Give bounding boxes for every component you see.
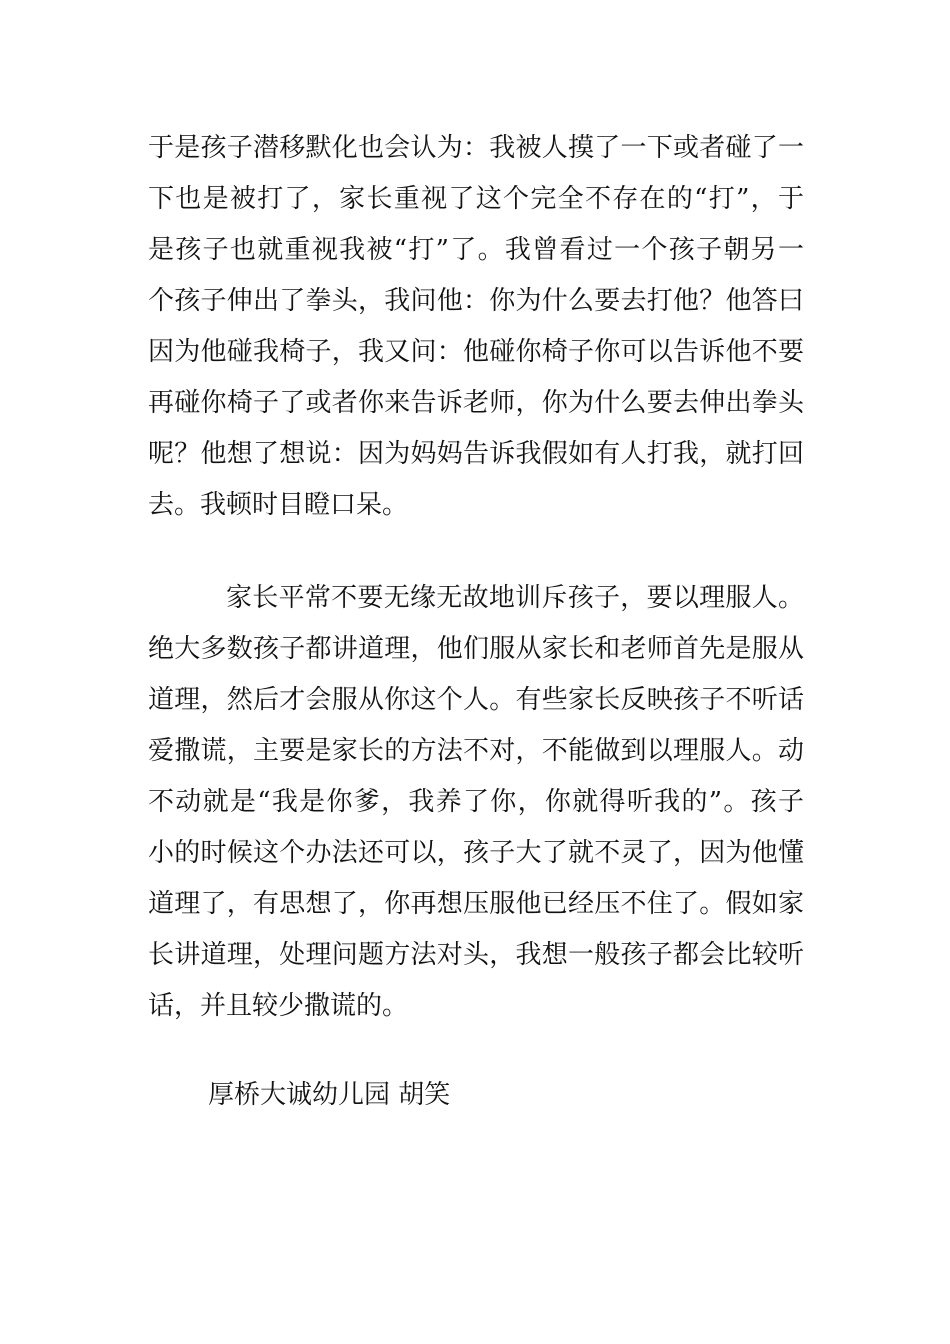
paragraph-line: 于是孩子潜移默化也会认为：我被人摸了一下或者碰了一 <box>148 133 804 163</box>
paragraph-1 <box>148 123 804 531</box>
paragraph-line: 爱撒谎，主要是家长的方法不对，不能做到以理服人。动 <box>148 736 804 766</box>
paragraph-line: 再碰你椅子了或者你来告诉老师，你为什么要去伸出拳头 <box>148 388 804 418</box>
paragraph-line: 是孩子也就重视我被“打”了。我曾看过一个孩子朝另一 <box>148 235 804 265</box>
paragraph-line: 呢？他想了想说：因为妈妈告诉我假如有人打我，就打回 <box>148 439 804 469</box>
paragraph-line: 不动就是“我是你爹，我养了你，你就得听我的”。孩子 <box>148 787 804 817</box>
paragraph-line: 家长平常不要无缘无故地训斥孩子，要以理服人。 <box>226 583 804 613</box>
author-signature: 厚桥大诚幼儿园 胡笑 <box>208 1080 451 1110</box>
paragraph-line: 去。我顿时目瞪口呆。 <box>148 490 409 520</box>
paragraph-line: 话，并且较少撒谎的。 <box>148 991 409 1021</box>
paragraph-line: 道理了，有思想了，你再想压服他已经压不住了。假如家 <box>148 889 804 919</box>
paragraph-line: 小的时候这个办法还可以，孩子大了就不灵了，因为他懂 <box>148 838 804 868</box>
paragraph-line: 下也是被打了，家长重视了这个完全不存在的“打”，于 <box>148 184 804 214</box>
paragraph-line: 道理，然后才会服从你这个人。有些家长反映孩子不听话 <box>148 685 804 715</box>
paragraph-line: 因为他碰我椅子，我又问：他碰你椅子你可以告诉他不要 <box>148 337 804 367</box>
paragraph-line: 个孩子伸出了拳头，我问他：你为什么要去打他？他答曰 <box>148 286 804 316</box>
paragraph-line: 绝大多数孩子都讲道理，他们服从家长和老师首先是服从 <box>148 634 804 664</box>
paragraph-2 <box>148 573 804 1032</box>
paragraph-line: 长讲道理，处理问题方法对头，我想一般孩子都会比较听 <box>148 940 804 970</box>
